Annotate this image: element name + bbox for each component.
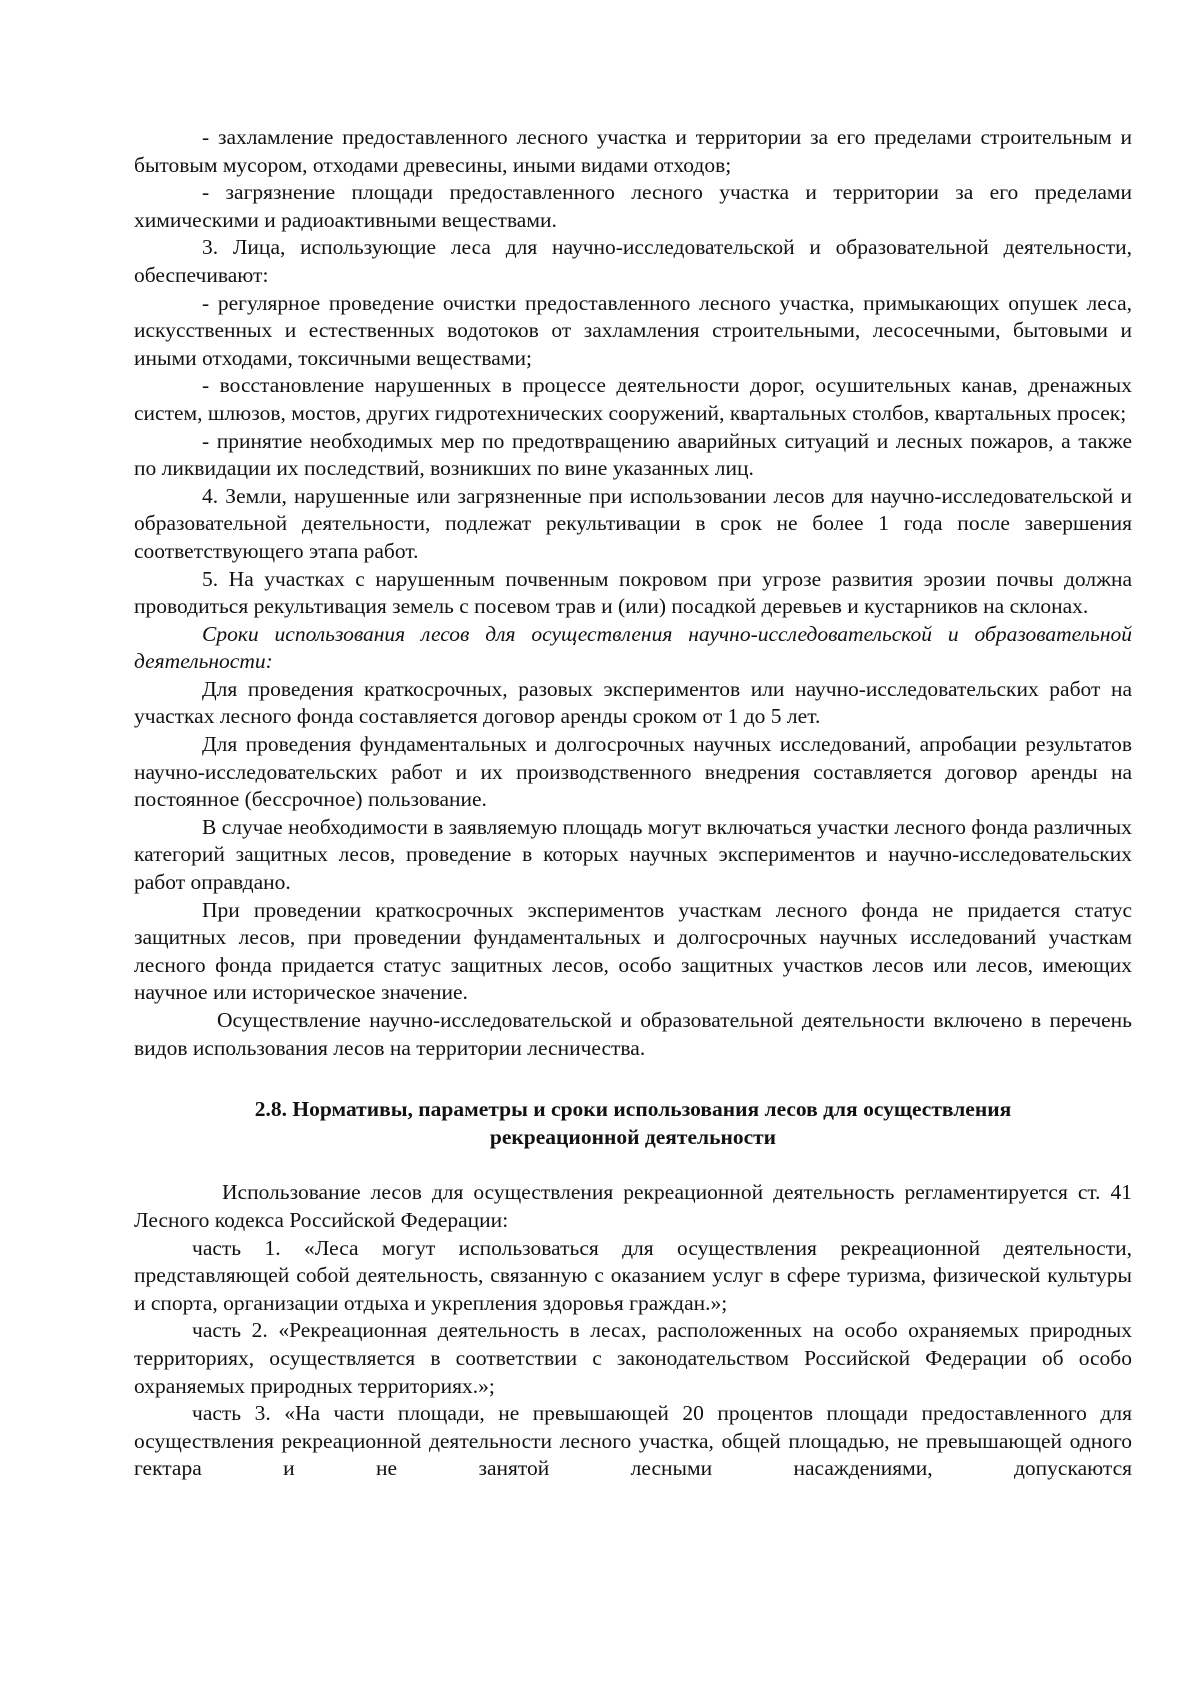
section-heading-line-1: 2.8. Нормативы, параметры и сроки использования лесов для осуществления: [254, 1097, 1012, 1122]
paragraph-restoration: - восстановление нарушенных в процессе деятельности дорог, осушительных канав, дренажных систем, шлюзов, мостов, других гидротехнических сооружений, квартальных столбов, квартальных просек;: [134, 373, 1132, 425]
section-heading-line-2: рекреационной деятельности: [489, 1124, 777, 1149]
paragraph-inclusion: Осуществление научно-исследовательской и образовательной деятельности включено в перечень видов использования лесов на территории лесничества.: [134, 1008, 1132, 1060]
paragraph-short-term: Для проведения краткосрочных, разовых экспериментов или научно-исследовательских работ на участках лесного фонда составляется договор аренды сроком от 1 до 5 лет.: [134, 676, 1132, 729]
paragraph-item-4: 4. Земли, нарушенные или загрязненные при использовании лесов для научно-исследовательской и образовательной деятельности, подлежат рекультивации в срок не более 1 года после завершения соответствующего этапа работ.: [134, 483, 1132, 563]
paragraph-status: При проведении краткосрочных экспериментов участкам лесного фонда не придается статус защитных лесов, при проведении фундаментальных и долгосрочных научных исследований участкам лесного фонда придается статус защитных лесов, особо защитных участков лесов или лесов, имеющих научное или историческое значение.: [134, 897, 1132, 1005]
document-page: [134, 124, 1132, 1483]
paragraph-fire-prevention: - принятие необходимых мер по предотвращению аварийных ситуаций и лесных пожаров, а также по ликвидации их последствий, возникших по вине указанных лиц.: [134, 428, 1132, 481]
paragraph-cleaning: - регулярное проведение очистки предоставленного лесного участка, примыкающих опушек леса, искусственных и естественных водотоков от захламления строительными, лесосечными, бытовыми и иными отходами, токсичными веществами;: [134, 290, 1132, 370]
paragraph-item-5: 5. На участках с нарушенным почвенным покровом при угрозе развития эрозии почвы должна проводиться рекультивация земель с посевом трав и (или) посадкой деревьев и кустарников на склонах.: [134, 566, 1132, 619]
paragraph-long-term: Для проведения фундаментальных и долгосрочных научных исследований, апробации результатов научно-исследовательских работ и их производственного внедрения составляется договор аренды на постоянное (бессрочное) пользование.: [134, 732, 1132, 812]
section-heading-2-8: [134, 1096, 1132, 1151]
paragraph-part-3: часть 3. «На части площади, не превышающей 20 процентов площади предоставленного для осуществления рекреационной деятельности лесного участка, общей площадью, не превышающей одного гектара и не занятой лесными насаждениями, допускаются: [134, 1401, 1132, 1481]
paragraph-protective-categories: В случае необходимости в заявляемую площадь могут включаться участки лесного фонда различных категорий защитных лесов, проведение в которых научных экспериментов и научно-исследовательских работ оправдано.: [134, 814, 1132, 895]
paragraph-pollution: - загрязнение площади предоставленного лесного участка и территории за его пределами химическими и радиоактивными веществами.: [134, 180, 1132, 232]
paragraph-part-1: часть 1. «Леса могут использоваться для осуществления рекреационной деятельности, представляющей собой деятельность, связанную с оказанием услуг в сфере туризма, физической культуры и спорта, организации отдыха и укрепления здоровья граждан.»;: [134, 1235, 1132, 1315]
paragraph-littering: - захламление предоставленного лесного участка и территории за его пределами строительным и бытовым мусором, отходами древесины, иными видами отходов;: [134, 125, 1132, 177]
subheading-terms: Сроки использования лесов для осуществления научно-исследовательской и образовательной деятельности:: [134, 621, 1132, 674]
paragraph-part-2: часть 2. «Рекреационная деятельность в лесах, расположенных на особо охраняемых природных территориях, осуществляется в соответствии с законодательством Российской Федерации об особо охраняемых природных территориях.»;: [134, 1318, 1132, 1398]
paragraph-item-3: 3. Лица, использующие леса для научно-исследовательской и образовательной деятельности, обеспечивают:: [134, 235, 1132, 287]
paragraph-article-41: Использование лесов для осуществления рекреационной деятельность регламентируется ст. 41 Лесного кодекса Российской Федерации:: [134, 1180, 1132, 1232]
